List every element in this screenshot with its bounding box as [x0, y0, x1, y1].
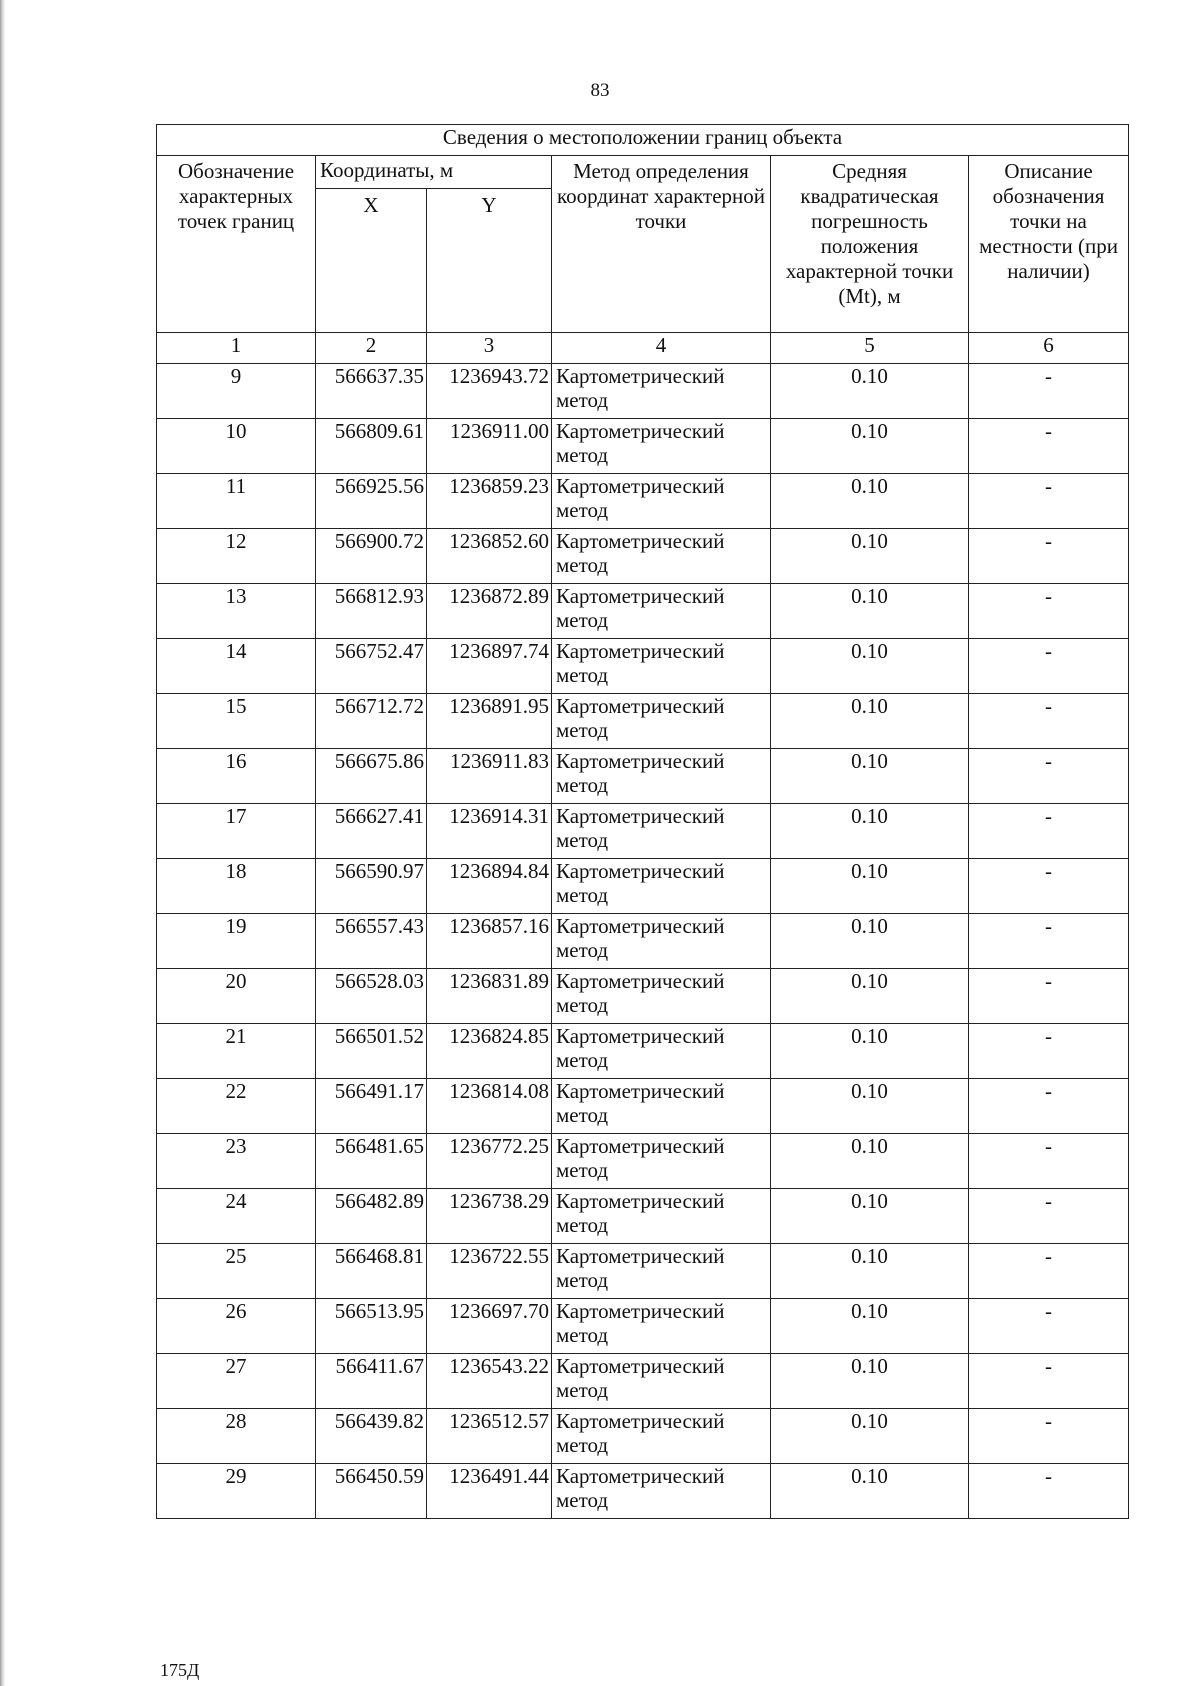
- cell-x: 566501.52: [316, 1024, 427, 1079]
- cell-point: 19: [157, 914, 316, 969]
- column-number: 1: [157, 333, 316, 364]
- cell-description: -: [969, 914, 1129, 969]
- cell-description: -: [969, 639, 1129, 694]
- cell-x: 566481.65: [316, 1134, 427, 1189]
- table-row: [157, 1354, 1129, 1409]
- cell-point: 29: [157, 1464, 316, 1519]
- cell-error: 0.10: [771, 639, 969, 694]
- cell-point: 24: [157, 1189, 316, 1244]
- cell-error: 0.10: [771, 969, 969, 1024]
- cell-error: 0.10: [771, 749, 969, 804]
- table-row: [157, 364, 1129, 419]
- header-row: [157, 156, 1129, 189]
- cell-point: 25: [157, 1244, 316, 1299]
- footer-code: 175Д: [160, 1660, 200, 1680]
- cell-x: 566637.35: [316, 364, 427, 419]
- cell-method: Картометрический метод: [552, 639, 771, 694]
- cell-error: 0.10: [771, 1409, 969, 1464]
- table-row: [157, 694, 1129, 749]
- table-row: [157, 1189, 1129, 1244]
- table-row: [157, 804, 1129, 859]
- cell-description: -: [969, 474, 1129, 529]
- cell-error: 0.10: [771, 584, 969, 639]
- cell-method: Картометрический метод: [552, 1409, 771, 1464]
- table-row: [157, 749, 1129, 804]
- cell-method: Картометрический метод: [552, 694, 771, 749]
- header-x: X: [316, 189, 427, 333]
- table-row: [157, 1244, 1129, 1299]
- header-description: Описание обозначения точки на местности (при наличии): [969, 156, 1129, 333]
- column-number: 3: [427, 333, 552, 364]
- cell-point: 13: [157, 584, 316, 639]
- cell-method: Картометрический метод: [552, 804, 771, 859]
- cell-point: 17: [157, 804, 316, 859]
- cell-x: 566627.41: [316, 804, 427, 859]
- cell-point: 28: [157, 1409, 316, 1464]
- cell-error: 0.10: [771, 1134, 969, 1189]
- cell-x: 566812.93: [316, 584, 427, 639]
- cell-method: Картометрический метод: [552, 1299, 771, 1354]
- cell-error: 0.10: [771, 529, 969, 584]
- cell-method: Картометрический метод: [552, 749, 771, 804]
- header-point-designation: Обозначение характерных точек границ: [157, 156, 316, 333]
- cell-y: 1236943.72: [427, 364, 552, 419]
- cell-point: 11: [157, 474, 316, 529]
- table-title-row: [157, 125, 1129, 156]
- scan-edge: [0, 0, 6, 1686]
- cell-description: -: [969, 1079, 1129, 1134]
- cell-error: 0.10: [771, 1244, 969, 1299]
- cell-point: 10: [157, 419, 316, 474]
- cell-error: 0.10: [771, 914, 969, 969]
- cell-method: Картометрический метод: [552, 859, 771, 914]
- column-number: 4: [552, 333, 771, 364]
- cell-x: 566712.72: [316, 694, 427, 749]
- cell-error: 0.10: [771, 804, 969, 859]
- cell-error: 0.10: [771, 364, 969, 419]
- column-numbers-row: [157, 333, 1129, 364]
- table-title: Сведения о местоположении границ объекта: [157, 125, 1129, 156]
- cell-error: 0.10: [771, 1354, 969, 1409]
- cell-method: Картометрический метод: [552, 419, 771, 474]
- cell-y: 1236824.85: [427, 1024, 552, 1079]
- cell-y: 1236914.31: [427, 804, 552, 859]
- cell-x: 566557.43: [316, 914, 427, 969]
- cell-description: -: [969, 694, 1129, 749]
- cell-point: 12: [157, 529, 316, 584]
- cell-x: 566528.03: [316, 969, 427, 1024]
- table-row: [157, 914, 1129, 969]
- cell-description: -: [969, 1024, 1129, 1079]
- table-row: [157, 1024, 1129, 1079]
- cell-x: 566482.89: [316, 1189, 427, 1244]
- cell-x: 566809.61: [316, 419, 427, 474]
- cell-method: Картометрический метод: [552, 1079, 771, 1134]
- cell-y: 1236738.29: [427, 1189, 552, 1244]
- cell-x: 566439.82: [316, 1409, 427, 1464]
- header-error: Средняя квадратическая погрешность положения характерной точки (Mt), м: [771, 156, 969, 333]
- cell-error: 0.10: [771, 859, 969, 914]
- cell-y: 1236911.00: [427, 419, 552, 474]
- table-row: [157, 419, 1129, 474]
- cell-y: 1236512.57: [427, 1409, 552, 1464]
- page-number: 83: [590, 80, 610, 101]
- cell-x: 566491.17: [316, 1079, 427, 1134]
- cell-y: 1236831.89: [427, 969, 552, 1024]
- table-row: [157, 584, 1129, 639]
- cell-method: Картометрический метод: [552, 584, 771, 639]
- cell-point: 16: [157, 749, 316, 804]
- cell-y: 1236852.60: [427, 529, 552, 584]
- cell-y: 1236891.95: [427, 694, 552, 749]
- cell-error: 0.10: [771, 1189, 969, 1244]
- cell-y: 1236772.25: [427, 1134, 552, 1189]
- cell-y: 1236814.08: [427, 1079, 552, 1134]
- cell-y: 1236543.22: [427, 1354, 552, 1409]
- cell-description: -: [969, 1464, 1129, 1519]
- cell-point: 20: [157, 969, 316, 1024]
- header-method: Метод определения координат характерной точки: [552, 156, 771, 333]
- cell-description: -: [969, 1189, 1129, 1244]
- column-number: 5: [771, 333, 969, 364]
- cell-error: 0.10: [771, 1464, 969, 1519]
- cell-x: 566411.67: [316, 1354, 427, 1409]
- cell-y: 1236697.70: [427, 1299, 552, 1354]
- cell-x: 566675.86: [316, 749, 427, 804]
- cell-error: 0.10: [771, 474, 969, 529]
- cell-method: Картометрический метод: [552, 529, 771, 584]
- table-row: [157, 969, 1129, 1024]
- cell-error: 0.10: [771, 1079, 969, 1134]
- table-row: [157, 1079, 1129, 1134]
- cell-method: Картометрический метод: [552, 1024, 771, 1079]
- cell-description: -: [969, 584, 1129, 639]
- cell-y: 1236859.23: [427, 474, 552, 529]
- cell-y: 1236722.55: [427, 1244, 552, 1299]
- cell-point: 15: [157, 694, 316, 749]
- cell-y: 1236897.74: [427, 639, 552, 694]
- cell-point: 14: [157, 639, 316, 694]
- table-row: [157, 1299, 1129, 1354]
- cell-description: -: [969, 804, 1129, 859]
- table-row: [157, 1134, 1129, 1189]
- cell-y: 1236911.83: [427, 749, 552, 804]
- cell-point: 27: [157, 1354, 316, 1409]
- table-row: [157, 529, 1129, 584]
- cell-x: 566468.81: [316, 1244, 427, 1299]
- cell-point: 9: [157, 364, 316, 419]
- header-coordinates: Координаты, м: [316, 156, 552, 189]
- cell-x: 566450.59: [316, 1464, 427, 1519]
- column-number: 2: [316, 333, 427, 364]
- cell-description: -: [969, 1299, 1129, 1354]
- table-row: [157, 1464, 1129, 1519]
- cell-point: 18: [157, 859, 316, 914]
- cell-description: -: [969, 419, 1129, 474]
- cell-description: -: [969, 749, 1129, 804]
- boundary-coordinates-table: [156, 124, 1129, 1519]
- cell-description: -: [969, 859, 1129, 914]
- cell-x: 566925.56: [316, 474, 427, 529]
- cell-x: 566590.97: [316, 859, 427, 914]
- header-y: Y: [427, 189, 552, 333]
- table-row: [157, 859, 1129, 914]
- cell-method: Картометрический метод: [552, 914, 771, 969]
- cell-method: Картометрический метод: [552, 1134, 771, 1189]
- cell-point: 26: [157, 1299, 316, 1354]
- table-row: [157, 474, 1129, 529]
- cell-method: Картометрический метод: [552, 969, 771, 1024]
- cell-method: Картометрический метод: [552, 1189, 771, 1244]
- cell-description: -: [969, 1244, 1129, 1299]
- cell-y: 1236491.44: [427, 1464, 552, 1519]
- cell-description: -: [969, 969, 1129, 1024]
- cell-description: -: [969, 364, 1129, 419]
- column-number: 6: [969, 333, 1129, 364]
- table-row: [157, 1409, 1129, 1464]
- cell-description: -: [969, 1409, 1129, 1464]
- cell-x: 566900.72: [316, 529, 427, 584]
- cell-point: 22: [157, 1079, 316, 1134]
- cell-point: 23: [157, 1134, 316, 1189]
- cell-method: Картометрический метод: [552, 364, 771, 419]
- cell-description: -: [969, 529, 1129, 584]
- cell-description: -: [969, 1354, 1129, 1409]
- cell-error: 0.10: [771, 419, 969, 474]
- cell-error: 0.10: [771, 1299, 969, 1354]
- cell-x: 566513.95: [316, 1299, 427, 1354]
- cell-error: 0.10: [771, 694, 969, 749]
- cell-x: 566752.47: [316, 639, 427, 694]
- table-row: [157, 639, 1129, 694]
- cell-description: -: [969, 1134, 1129, 1189]
- cell-y: 1236894.84: [427, 859, 552, 914]
- cell-method: Картометрический метод: [552, 1464, 771, 1519]
- cell-y: 1236857.16: [427, 914, 552, 969]
- cell-method: Картометрический метод: [552, 474, 771, 529]
- cell-y: 1236872.89: [427, 584, 552, 639]
- cell-error: 0.10: [771, 1024, 969, 1079]
- cell-method: Картометрический метод: [552, 1244, 771, 1299]
- cell-point: 21: [157, 1024, 316, 1079]
- cell-method: Картометрический метод: [552, 1354, 771, 1409]
